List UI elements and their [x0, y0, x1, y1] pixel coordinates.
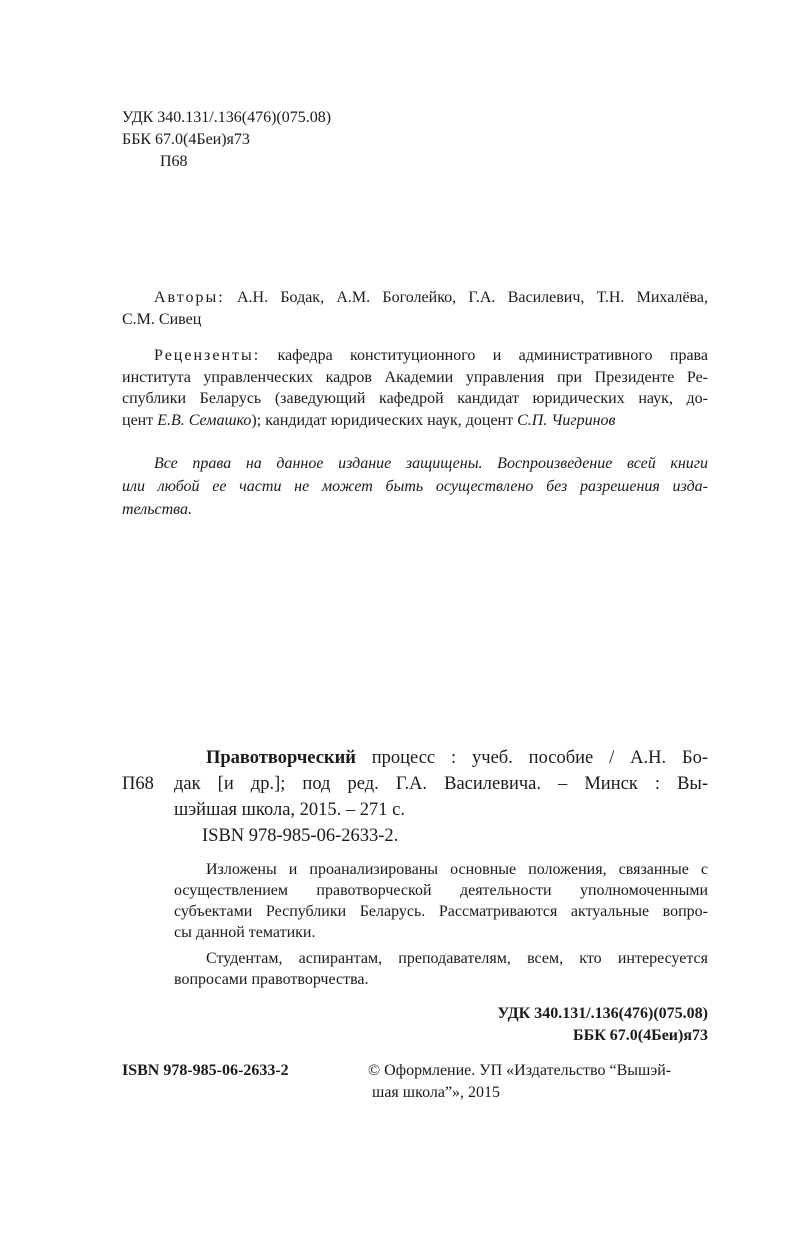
reviewers-section — [122, 345, 708, 431]
rights-notice-line-1: Все права на данное издание защищены. Воспроизведение всей книги — [154, 455, 708, 472]
catalog-line-3: шэйшая школа, 2015. – 271 с. — [174, 800, 406, 820]
copyright-notice — [368, 1060, 708, 1104]
catalog-entry — [122, 745, 708, 849]
abstract-p2-line-2: вопросами правотворчества. — [174, 971, 369, 988]
footer-classification-codes — [498, 1003, 709, 1046]
reviewer-name-1: Е.В. Семашко — [157, 411, 252, 429]
bbk-code: ББК 67.0(4Беи)я73 — [122, 131, 250, 148]
reviewers-text-4b: ); кандидат юридических наук, доцент — [251, 411, 518, 429]
catalog-line-1 — [174, 745, 708, 771]
abstract-p1-line-3: субъектами Республики Беларусь. Рассматриваются актуальные вопро- — [174, 903, 708, 920]
authors-line-2: С.М. Сивец — [122, 310, 202, 328]
footer-udk-code: УДК 340.131/.136(476)(075.08) — [497, 1005, 708, 1022]
abstract-p1-line-2: осуществлением правотворческой деятельности уполномоченными — [174, 882, 708, 899]
catalog-isbn: ISBN 978-985-06-2633-2. — [202, 826, 399, 846]
copyright-line-1: © Оформление. УП «Издательство “Вышэй- — [368, 1062, 672, 1079]
isbn-bottom: ISBN 978-985-06-2633-2 — [122, 1062, 289, 1079]
reviewers-line-1 — [122, 345, 708, 367]
authors-names: А.Н. Бодак, А.М. Боголейко, Г.А. Василевич, Т.Н. Михалёва, — [224, 289, 708, 306]
catalog-cipher: П68 — [122, 774, 154, 794]
reviewers-line-3: спублики Беларусь (заведующий кафедрой кандидат юридических наук, до- — [122, 390, 708, 407]
rights-notice-line-3: тельства. — [122, 501, 193, 518]
author-cipher: П68 — [160, 153, 188, 170]
authors-section — [122, 287, 708, 330]
abstract — [174, 859, 708, 990]
book-title: Правотворческий — [206, 748, 356, 768]
abstract-p1-line-4: сы данной тематики. — [174, 924, 316, 941]
abstract-p1-line-1: Изложены и проанализированы основные положения, связанные с — [206, 861, 708, 878]
reviewers-text-1: кафедра конституционного и административного права — [260, 347, 708, 364]
reviewers-text-4a: цент — [122, 411, 158, 429]
reviewers-line-4 — [122, 410, 708, 432]
authors-label: Авторы: — [154, 289, 225, 306]
catalog-line-2: дак [и др.]; под ред. Г.А. Василевича. – Минск : Вы- — [174, 774, 708, 794]
abstract-p2-line-1: Студентам, аспирантам, преподавателям, всем, кто интересуется — [206, 950, 708, 967]
footer-bbk-code: ББК 67.0(4Беи)я73 — [573, 1026, 708, 1044]
catalog-line-1-rest: процесс : учеб. пособие / А.Н. Бо- — [355, 748, 708, 768]
reviewers-label: Рецензенты: — [154, 347, 261, 364]
rights-notice — [122, 452, 708, 521]
header-classification-codes — [122, 107, 331, 173]
udk-code: УДК 340.131/.136(476)(075.08) — [122, 109, 332, 126]
copyright-line-2: шая школа”», 2015 — [372, 1084, 501, 1101]
authors-line-1 — [122, 287, 708, 309]
reviewers-line-2: института управленческих кадров Академии управления при Президенте Ре- — [122, 368, 708, 386]
rights-notice-line-2: или любой ее части не может быть осуществлено без разрешения изда- — [122, 478, 708, 495]
reviewer-name-2: С.П. Чигринов — [517, 411, 616, 429]
